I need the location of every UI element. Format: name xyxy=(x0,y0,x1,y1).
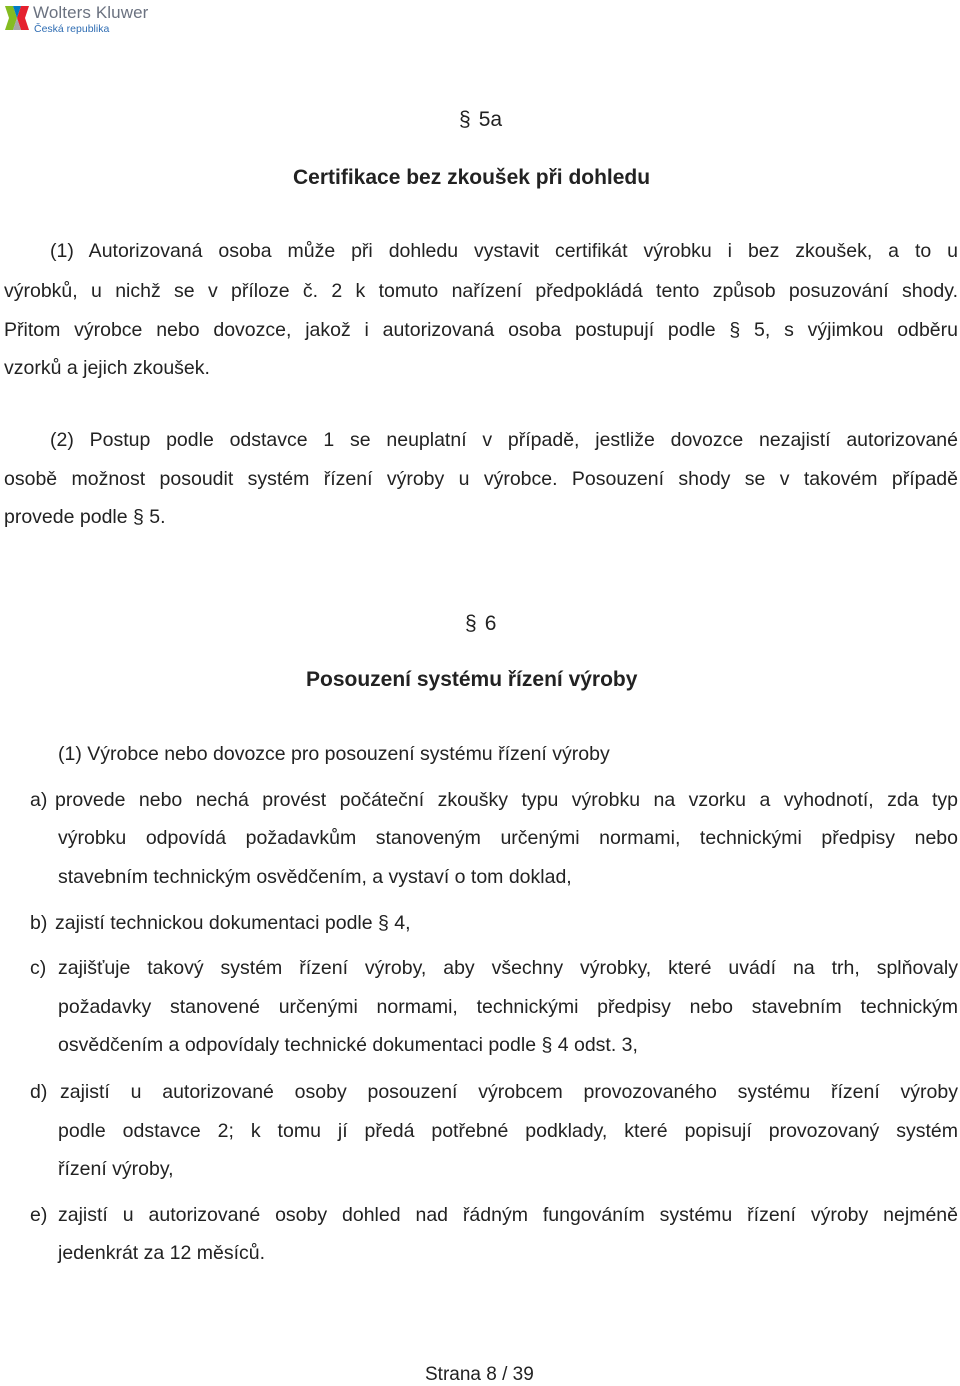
list-item-label: b) xyxy=(30,912,48,934)
section-title: Certifikace bez zkoušek při dohledu xyxy=(293,166,651,189)
paragraph-line: výrobků, u nichž se v příloze č. 2 k tomuto nařízení předpokládá tento způsob posuzování shody. xyxy=(4,280,958,302)
section-number-5a xyxy=(459,108,502,132)
paragraph-line: osobě možnost posoudit systém řízení výroby u výrobce. Posouzení shody se v takovém případě xyxy=(4,468,958,490)
list-item-line: provede nebo nechá provést počáteční zkoušky typu výrobku na vzorku a vyhodnotí, zda typ xyxy=(55,789,958,811)
wolters-kluwer-logo-icon xyxy=(4,5,30,31)
list-item-label: c) xyxy=(30,957,47,979)
paragraph-line: provede podle § 5. xyxy=(4,506,166,528)
section-title: Posouzení systému řízení výroby xyxy=(306,668,638,691)
section-symbol: § xyxy=(459,108,471,131)
paragraph-line: (1) Autorizovaná osoba může při dohledu vystavit certifikát výrobku i bez zkoušek, a to u xyxy=(50,240,958,262)
list-item-line: podle odstavce 2; k tomu jí předá potřebné podklady, které popisují provozovaný systém xyxy=(58,1120,958,1142)
paragraph-line: (2) Postup podle odstavce 1 se neuplatní v případě, jestliže dovozce nezajistí autorizované xyxy=(50,429,958,451)
page-number: Strana 8 / 39 xyxy=(425,1364,534,1385)
list-item-line: zajistí u autorizované osoby dohled nad řádným fungováním systému řízení výroby nejméně xyxy=(58,1204,958,1226)
list-item-label: e) xyxy=(30,1204,48,1226)
list-item-line: zajistí u autorizované osoby posouzení výrobcem provozovaného systému řízení výroby xyxy=(60,1081,958,1103)
list-item-line: požadavky stanovené určenými normami, technickými předpisy nebo stavebním technickým xyxy=(58,996,958,1018)
list-item-line: výrobku odpovídá požadavkům stanoveným určenými normami, technickými předpisy nebo xyxy=(58,827,958,849)
section-number-6 xyxy=(465,612,496,636)
list-item-line: jedenkrát za 12 měsíců. xyxy=(58,1242,266,1264)
list-item-line: zajistí technickou dokumentaci podle § 4, xyxy=(55,912,411,934)
list-item-label: a) xyxy=(30,789,48,811)
list-item-line: osvědčením a odpovídaly technické dokumentaci podle § 4 odst. 3, xyxy=(58,1034,638,1056)
list-item-label: d) xyxy=(30,1081,48,1103)
logo xyxy=(4,3,174,37)
section-symbol: § xyxy=(465,612,477,635)
list-item-line: zajišťuje takový systém řízení výroby, aby všechny výrobky, které uvádí na trh, splňovaly xyxy=(58,957,958,979)
section-number: 5a xyxy=(478,108,503,131)
paragraph-line: (1) Výrobce nebo dovozce pro posouzení systému řízení výroby xyxy=(58,743,610,765)
paragraph-line: Přitom výrobce nebo dovozce, jakož i autorizovaná osoba postupují podle § 5, s výjimkou odběru xyxy=(4,319,958,341)
list-item-line: stavebním technickým osvědčením, a vystaví o tom doklad, xyxy=(58,866,572,888)
brand-name: Wolters Kluwer xyxy=(33,3,149,22)
brand-subtitle: Česká republika xyxy=(34,23,110,35)
list-item-line: řízení výroby, xyxy=(58,1158,174,1180)
paragraph-line: vzorků a jejich zkoušek. xyxy=(4,357,210,379)
section-number: 6 xyxy=(484,612,497,635)
